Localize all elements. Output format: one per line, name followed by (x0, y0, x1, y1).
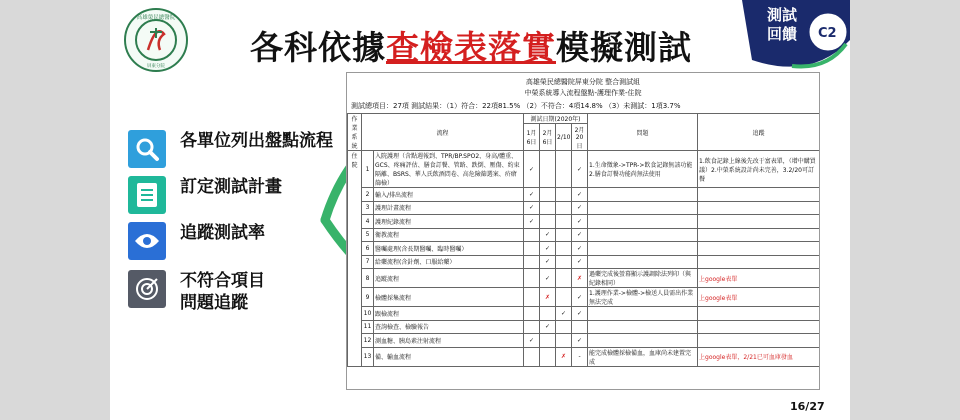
row-number: 3 (362, 201, 374, 215)
list-icon (128, 176, 166, 214)
title-highlight: 查檢表落實 (386, 28, 556, 67)
table-row (348, 347, 820, 366)
feature-label-line2: 問題追蹤 (180, 293, 248, 313)
row-mark: ✓ (572, 201, 588, 215)
sheet-summary: 測試總項目：27項 測試結果：（1）符合：22項81.5% （2）不符合：4項14.8% （3）未測試：1項3.7% (351, 102, 681, 110)
row-mark (540, 347, 556, 366)
row-mark (524, 255, 540, 269)
row-flow: 跟檢流程 (374, 307, 524, 321)
checklist-sheet (346, 72, 820, 390)
table-row (348, 334, 820, 348)
row-issue: 過藥完成後螢幕顯示護調除法列印（與紀錄相同） (588, 269, 698, 288)
row-flow: 檢體採集流程 (374, 288, 524, 307)
table-row (348, 269, 820, 288)
row-issue (588, 255, 698, 269)
row-mark (556, 255, 572, 269)
row-mark: ✓ (572, 242, 588, 256)
row-flow: 衛教流程 (374, 228, 524, 242)
row-track (698, 255, 820, 269)
row-mark (540, 151, 556, 188)
row-mark (556, 188, 572, 202)
table-row (348, 201, 820, 215)
table-row (348, 188, 820, 202)
row-track (698, 307, 820, 321)
row-mark (540, 307, 556, 321)
row-track: 上google表單 (698, 288, 820, 307)
row-mark: ✓ (524, 334, 540, 348)
row-mark (556, 242, 572, 256)
row-issue (588, 320, 698, 334)
header-track: 追蹤 (698, 114, 820, 151)
row-issue (588, 188, 698, 202)
search-icon (128, 130, 166, 168)
row-issue: 1.生命徵象->TPR->飲食記錄無該功能 2.膳食訂餐功能尚無法使用 (588, 151, 698, 188)
row-flow: 輸入/排出流程 (374, 188, 524, 202)
table-row (348, 151, 820, 188)
row-flow: 查詢檢查、檢驗報告 (374, 320, 524, 334)
feature-label-line1: 不符合項目 (180, 271, 265, 291)
row-number: 7 (362, 255, 374, 269)
feature-label: 訂定測試計畫 (180, 177, 282, 197)
row-number: 8 (362, 269, 374, 288)
svg-text:高雄榮民總醫院: 高雄榮民總醫院 (136, 15, 176, 21)
table-row (348, 307, 820, 321)
hospital-logo (124, 8, 188, 72)
row-number: 5 (362, 228, 374, 242)
title-prefix: 各科依據 (250, 28, 386, 67)
row-track: 上google表單，2/21已可血庫發血 (698, 347, 820, 366)
table-row (348, 255, 820, 269)
header-issue: 問題 (588, 114, 698, 151)
row-number: 6 (362, 242, 374, 256)
row-mark: ✓ (572, 228, 588, 242)
row-flow: 護理計畫流程 (374, 201, 524, 215)
row-mark (540, 188, 556, 202)
row-mark: ✓ (572, 215, 588, 229)
header-date: 1月6日 (524, 124, 540, 151)
svg-text:屏東分院: 屏東分院 (147, 64, 165, 69)
row-issue: 能完成檢體採檢備血，血庫尚未建置完成 (588, 347, 698, 366)
row-issue (588, 307, 698, 321)
row-issue (588, 334, 698, 348)
row-mark (524, 347, 540, 366)
feature-item-plan (128, 176, 282, 214)
row-mark (556, 151, 572, 188)
row-mark (540, 334, 556, 348)
row-track (698, 334, 820, 348)
row-mark: - (572, 347, 588, 366)
feature-label (180, 270, 265, 314)
checklist-table (347, 113, 820, 367)
row-mark: ✓ (572, 307, 588, 321)
feature-item-inventory (128, 130, 333, 168)
sheet-header: 高雄榮民總醫院屏東分院 整合測試組 (525, 78, 641, 86)
row-track (698, 228, 820, 242)
row-flow: 護理紀錄流程 (374, 215, 524, 229)
table-row (348, 215, 820, 229)
badge-line1: 測試 (766, 6, 797, 24)
table-row (348, 288, 820, 307)
row-flow: 備、輸血流程 (374, 347, 524, 366)
row-mark (556, 215, 572, 229)
table-row (348, 228, 820, 242)
row-mark (524, 228, 540, 242)
row-track (698, 201, 820, 215)
row-mark: ✓ (572, 288, 588, 307)
row-mark: ✓ (540, 242, 556, 256)
row-issue: 1.護理作業->檢體->檢送人員需出作業無法完成 (588, 288, 698, 307)
row-flow: 醫囑處理(含長期醫囑、臨時醫囑） (374, 242, 524, 256)
row-mark: ✓ (572, 151, 588, 188)
row-mark (556, 288, 572, 307)
row-track (698, 215, 820, 229)
target-icon (128, 270, 166, 308)
row-flow: 追蹤流程 (374, 269, 524, 288)
row-mark (556, 320, 572, 334)
row-mark (540, 215, 556, 229)
row-mark: ✓ (572, 188, 588, 202)
row-mark: ✓ (556, 307, 572, 321)
row-mark: ✗ (540, 288, 556, 307)
row-mark: ✓ (572, 255, 588, 269)
row-mark: ✓ (540, 320, 556, 334)
row-number: 10 (362, 307, 374, 321)
badge-line2: 回饋 (766, 25, 797, 43)
row-track: 上google表單 (698, 269, 820, 288)
row-flow: 給藥流程(含針劑、口服給藥） (374, 255, 524, 269)
row-mark (524, 269, 540, 288)
row-mark: ✓ (540, 255, 556, 269)
row-mark: ✓ (524, 201, 540, 215)
row-number: 4 (362, 215, 374, 229)
table-row (348, 242, 820, 256)
feature-label: 追蹤測試率 (180, 223, 265, 243)
row-track: 1.飲食記錄上線後先改于富表單，（增中購買議）2.中榮系統設計尚未完善，3.2/20可訂餐 (698, 151, 820, 188)
row-mark: ✓ (540, 269, 556, 288)
slide (110, 0, 850, 420)
row-number: 13 (362, 347, 374, 366)
row-track (698, 242, 820, 256)
row-mark (556, 201, 572, 215)
section-badge (742, 0, 850, 75)
row-track (698, 188, 820, 202)
row-number: 1 (362, 151, 374, 188)
row-mark (556, 269, 572, 288)
row-number: 12 (362, 334, 374, 348)
header-date: 2月6日 (540, 124, 556, 151)
row-issue (588, 242, 698, 256)
row-issue (588, 215, 698, 229)
row-mark (524, 320, 540, 334)
row-number: 2 (362, 188, 374, 202)
badge-label (760, 6, 804, 44)
row-mark: ✓ (524, 151, 540, 188)
eye-icon (128, 222, 166, 260)
feature-item-nonconformity (128, 270, 265, 314)
row-mark (524, 307, 540, 321)
row-number: 9 (362, 288, 374, 307)
row-mark: ✗ (556, 347, 572, 366)
row-issue (588, 201, 698, 215)
table-row (348, 320, 820, 334)
row-track (698, 320, 820, 334)
row-mark: ✓ (572, 334, 588, 348)
row-mark: ✗ (572, 269, 588, 288)
row-issue (588, 228, 698, 242)
badge-code: C2 (818, 26, 837, 41)
row-mark (556, 334, 572, 348)
slide-title (250, 22, 692, 69)
row-mark (556, 228, 572, 242)
header-date: 2月20日 (572, 124, 588, 151)
page-number: 16/27 (790, 400, 825, 413)
header-date-group: 測試日期(2020年) (524, 114, 588, 124)
row-flow: 入院護理（含點週報到、TPR/BP.SPO2、身高/體重、GCS、疼痛評估、膳食訂餐、管路、跌倒、壓傷、約束隔離、BSRS、華人氏飲酒問卷、高危險篩選案、疥瘡篩檢） (374, 151, 524, 188)
row-number: 11 (362, 320, 374, 334)
row-mark: ✓ (524, 188, 540, 202)
row-mark (524, 242, 540, 256)
header-system: 作業系統 (348, 114, 362, 151)
table-header-row (348, 114, 820, 124)
row-mark: ✓ (524, 215, 540, 229)
hospital-logo-emblem-icon (126, 10, 186, 70)
row-mark: ✓ (540, 228, 556, 242)
row-flow: 測血糖、胰島素注射流程 (374, 334, 524, 348)
feature-item-tracking (128, 222, 265, 260)
row-mark (524, 288, 540, 307)
title-suffix: 模擬測試 (556, 28, 692, 67)
row-mark (572, 320, 588, 334)
system-cell: 住院 (348, 151, 362, 367)
row-mark (540, 201, 556, 215)
header-date: 2/10 (556, 124, 572, 151)
sheet-subheader: 中榮系統導入流程盤點-護理作業-住院 (524, 89, 642, 97)
feature-label: 各單位列出盤點流程 (180, 131, 333, 151)
header-flow: 流程 (362, 114, 524, 151)
